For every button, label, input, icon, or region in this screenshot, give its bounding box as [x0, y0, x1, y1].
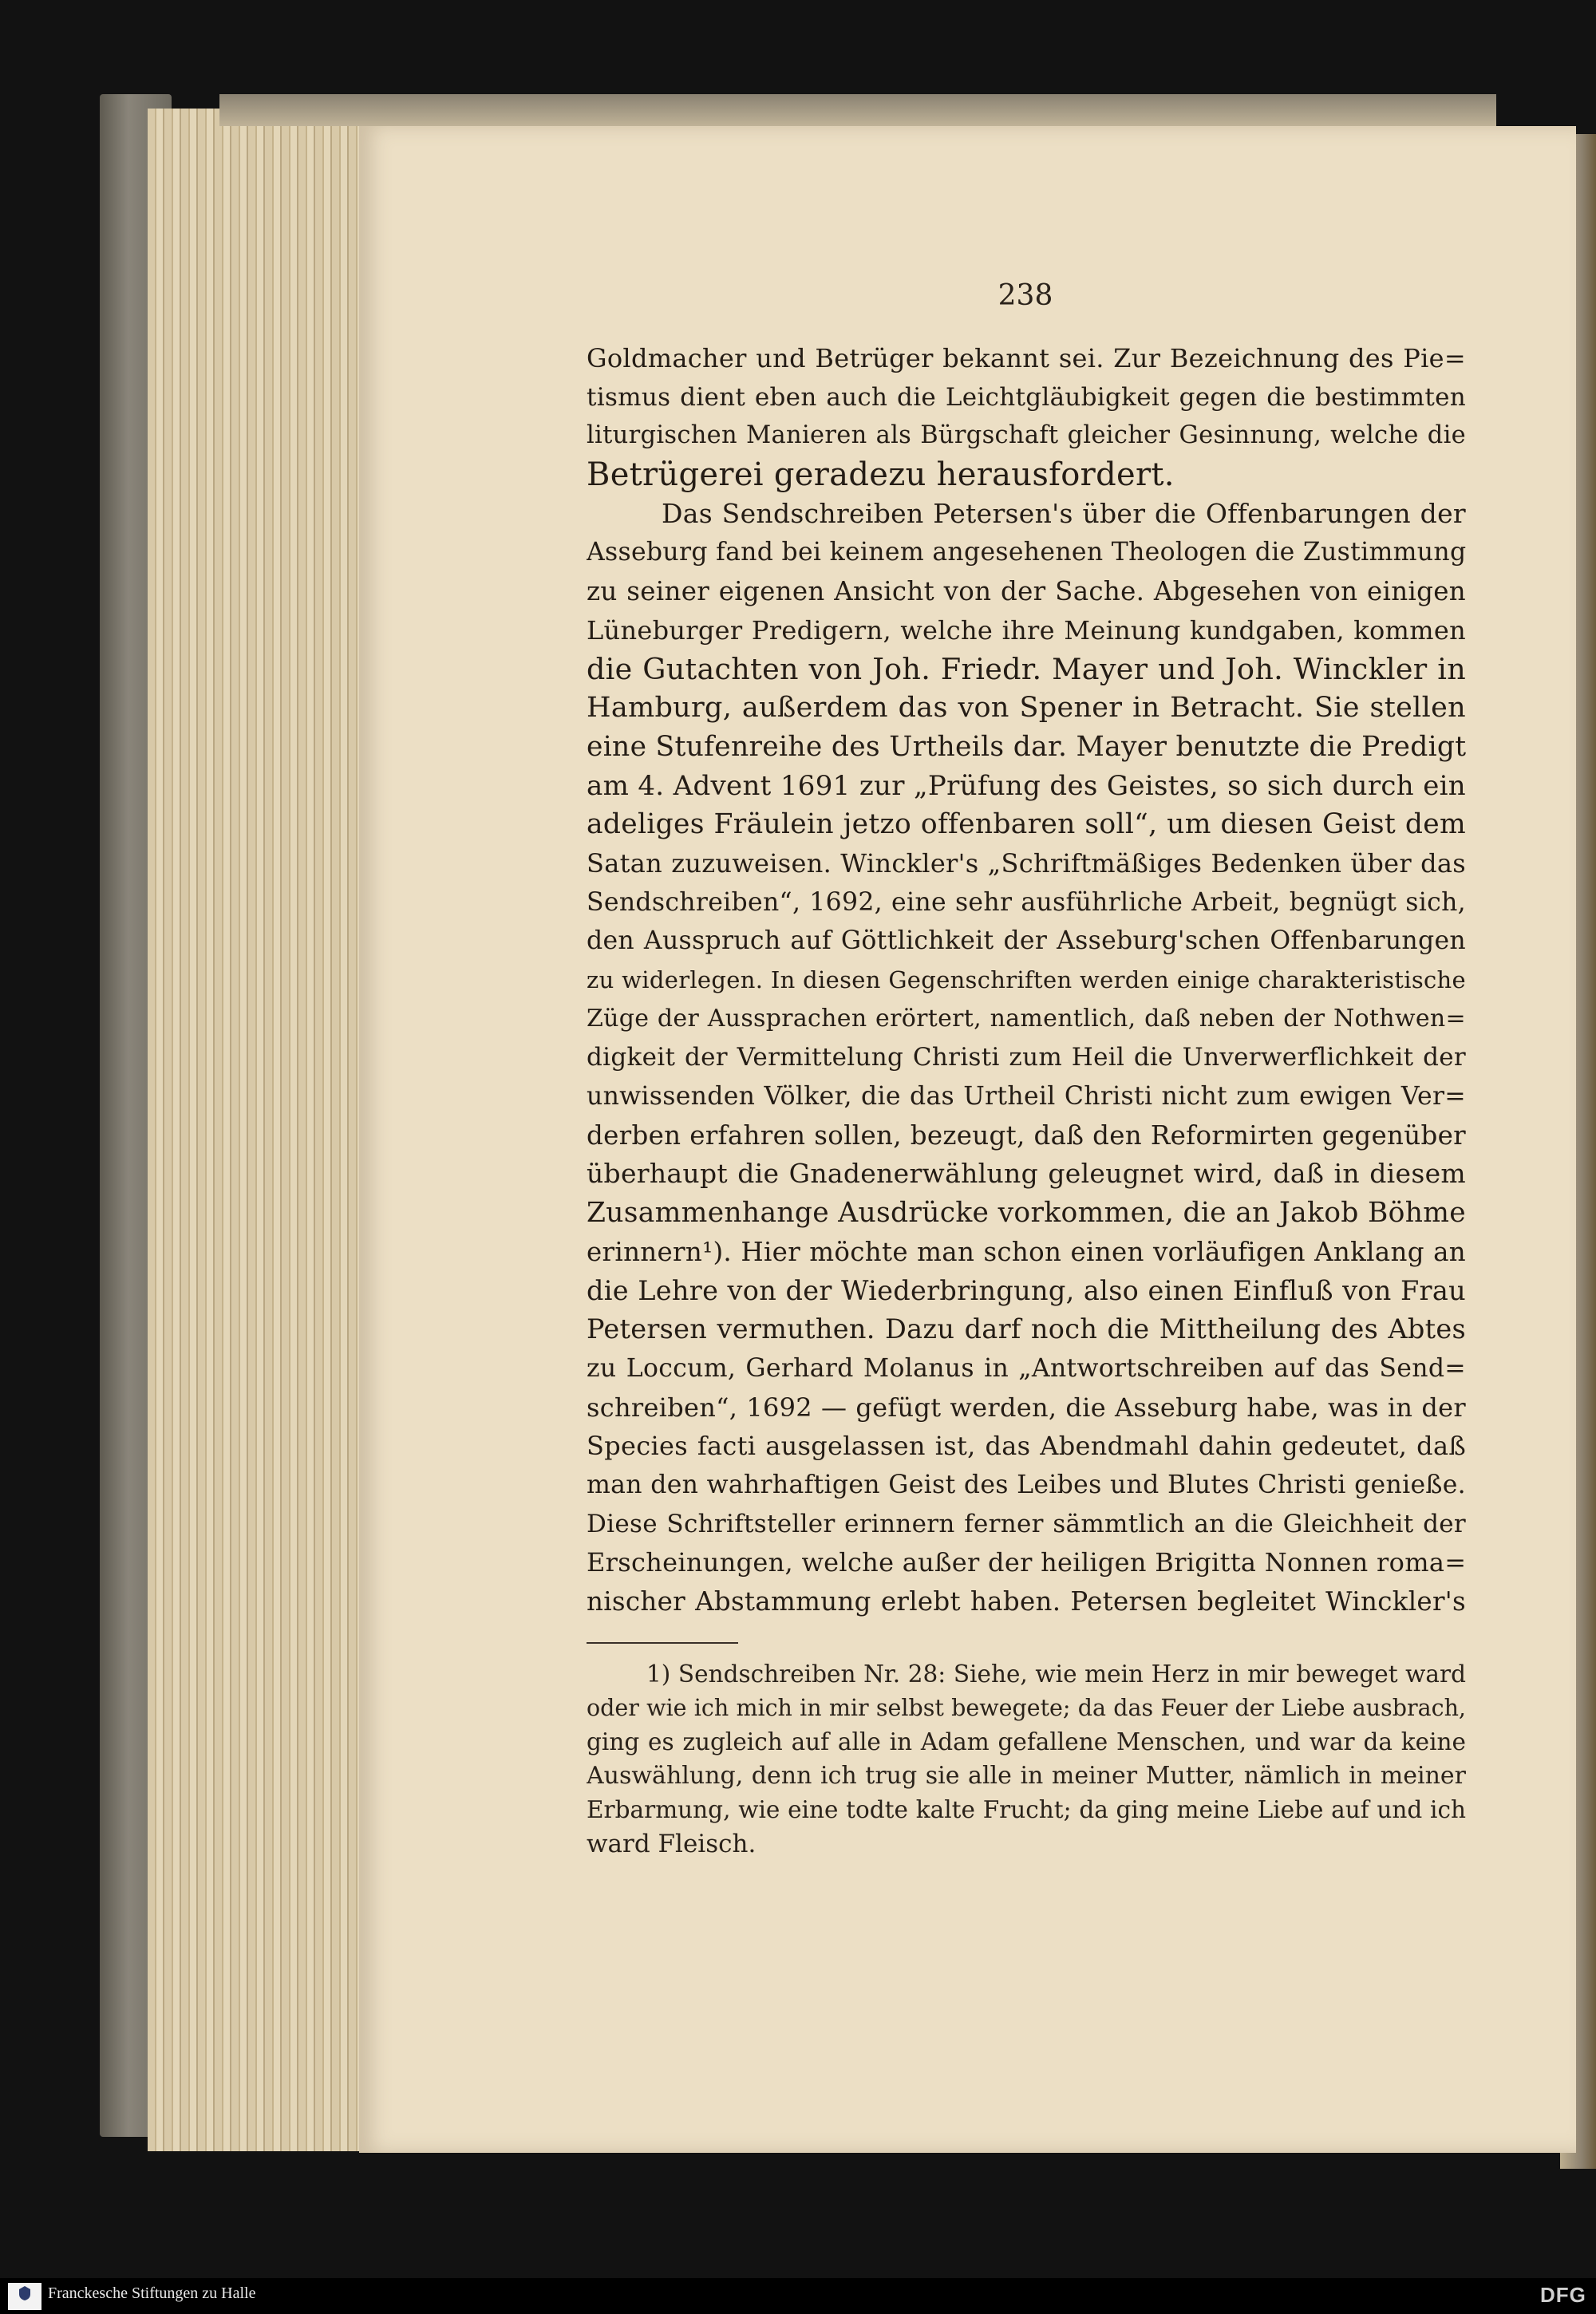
text-line: Species facti ausgelassen ist, das Abendmahl dahin gedeutet, daß — [587, 1431, 1466, 1462]
text-line: digkeit der Vermittelung Christi zum Heil die Unverwerflichkeit der — [587, 1043, 1466, 1072]
crest-icon — [18, 2285, 32, 2301]
text-line: Hamburg, außerdem das von Spener in Betracht. Sie stellen — [587, 692, 1466, 725]
footnote-rule — [587, 1642, 738, 1644]
text-line: den Ausspruch auf Göttlichkeit der Asseburg'schen Offenbarungen — [587, 926, 1466, 956]
text-line: Züge der Aussprachen erörtert, namentlich, daß neben der Nothwen= — [587, 1004, 1466, 1033]
text-line: man den wahrhaftigen Geist des Leibes und Blutes Christi genieße. — [587, 1470, 1466, 1499]
dfg-logo: DFG — [1540, 2283, 1586, 2307]
footnote-line: ward Fleisch. — [587, 1829, 757, 1858]
text-line: schreiben“, 1692 — gefügt werden, die Asseburg habe, was in der — [587, 1392, 1466, 1423]
institution-credit: Franckesche Stiftungen zu Halle — [48, 2284, 256, 2302]
text-line: zu seiner eigenen Ansicht von der Sache. Abgesehen von einigen — [587, 576, 1466, 607]
text-line: Lüneburger Predigern, welche ihre Meinung kundgaben, kommen — [587, 614, 1466, 646]
text-line: Satan zuzuweisen. Winckler's „Schriftmäßiges Bedenken über das — [587, 847, 1466, 879]
text-line: Das Sendschreiben Petersen's über die Offenbarungen der — [662, 497, 1466, 529]
page-number: 238 — [998, 279, 1053, 312]
text-line: liturgischen Manieren als Bürgschaft gleicher Gesinnung, welche die — [587, 421, 1466, 450]
text-line: nischer Abstammung erlebt haben. Petersen begleitet Winckler's — [587, 1586, 1466, 1617]
footnote-line: ging es zugleich auf alle in Adam gefallene Menschen, und war da keine — [587, 1728, 1466, 1755]
text-line: Erscheinungen, welche außer der heiligen Brigitta Nonnen roma= — [587, 1547, 1466, 1578]
text-line: Asseburg fand bei keinem angesehenen Theologen die Zustimmung — [587, 538, 1466, 567]
footnote-line: Erbarmung, wie eine todte kalte Frucht; da ging meine Liebe auf und ich — [587, 1796, 1466, 1823]
text-line: Diese Schriftsteller erinnern ferner sämmtlich an die Gleichheit der — [587, 1509, 1466, 1538]
body-text — [587, 339, 1466, 1621]
text-line: derben erfahren sollen, bezeugt, daß den Reformirten gegenüber — [587, 1119, 1466, 1151]
text-line: tismus dient eben auch die Leichtgläubigkeit gegen die bestimmten — [587, 382, 1466, 412]
footnote — [587, 1657, 1466, 1861]
text-line: adeliges Fräulein jetzo offenbaren soll“, um diesen Geist dem — [587, 808, 1466, 841]
page-top-edge — [219, 94, 1496, 126]
text-line: Zusammenhange Ausdrücke vorkommen, die an Jakob Böhme — [587, 1197, 1466, 1230]
footnote-line: 1) Sendschreiben Nr. 28: Siehe, wie mein Herz in mir beweget ward — [646, 1660, 1466, 1688]
text-line: erinnern¹). Hier möchte man schon einen vorläufigen Anklang an — [587, 1236, 1466, 1267]
text-line: die Lehre von der Wiederbringung, also einen Einfluß von Frau — [587, 1274, 1466, 1306]
text-line: zu widerlegen. In diesen Gegenschriften werden einige charakteristische — [587, 966, 1466, 993]
text-line: Goldmacher und Betrüger bekannt sei. Zur Bezeichnung des Pie= — [587, 343, 1466, 373]
text-line: am 4. Advent 1691 zur „Prüfung des Geistes, so sich durch ein — [587, 769, 1466, 802]
text-line: überhaupt die Gnadenerwählung geleugnet wird, daß in diesem — [587, 1158, 1466, 1190]
text-line: Sendschreiben“, 1692, eine sehr ausführliche Arbeit, begnügt sich, — [587, 887, 1466, 917]
footnote-line: Auswählung, denn ich trug sie alle in meiner Mutter, nämlich in meiner — [587, 1761, 1466, 1790]
text-line: zu Loccum, Gerhard Molanus in „Antwortschreiben auf das Send= — [587, 1353, 1466, 1383]
text-line: eine Stufenreihe des Urtheils dar. Mayer benutzte die Predigt — [587, 730, 1466, 763]
text-line: unwissenden Völker, die das Urtheil Christi nicht zum ewigen Ver= — [587, 1082, 1466, 1112]
text-line: Petersen vermuthen. Dazu darf noch die Mittheilung des Abtes — [587, 1313, 1466, 1345]
footnote-line: oder wie ich mich in mir selbst bewegete; da das Feuer der Liebe ausbrach, — [587, 1694, 1466, 1721]
text-line: die Gutachten von Joh. Friedr. Mayer und Joh. Winckler in — [587, 651, 1466, 686]
text-line: Betrügerei geradezu herausfordert. — [587, 456, 1175, 494]
